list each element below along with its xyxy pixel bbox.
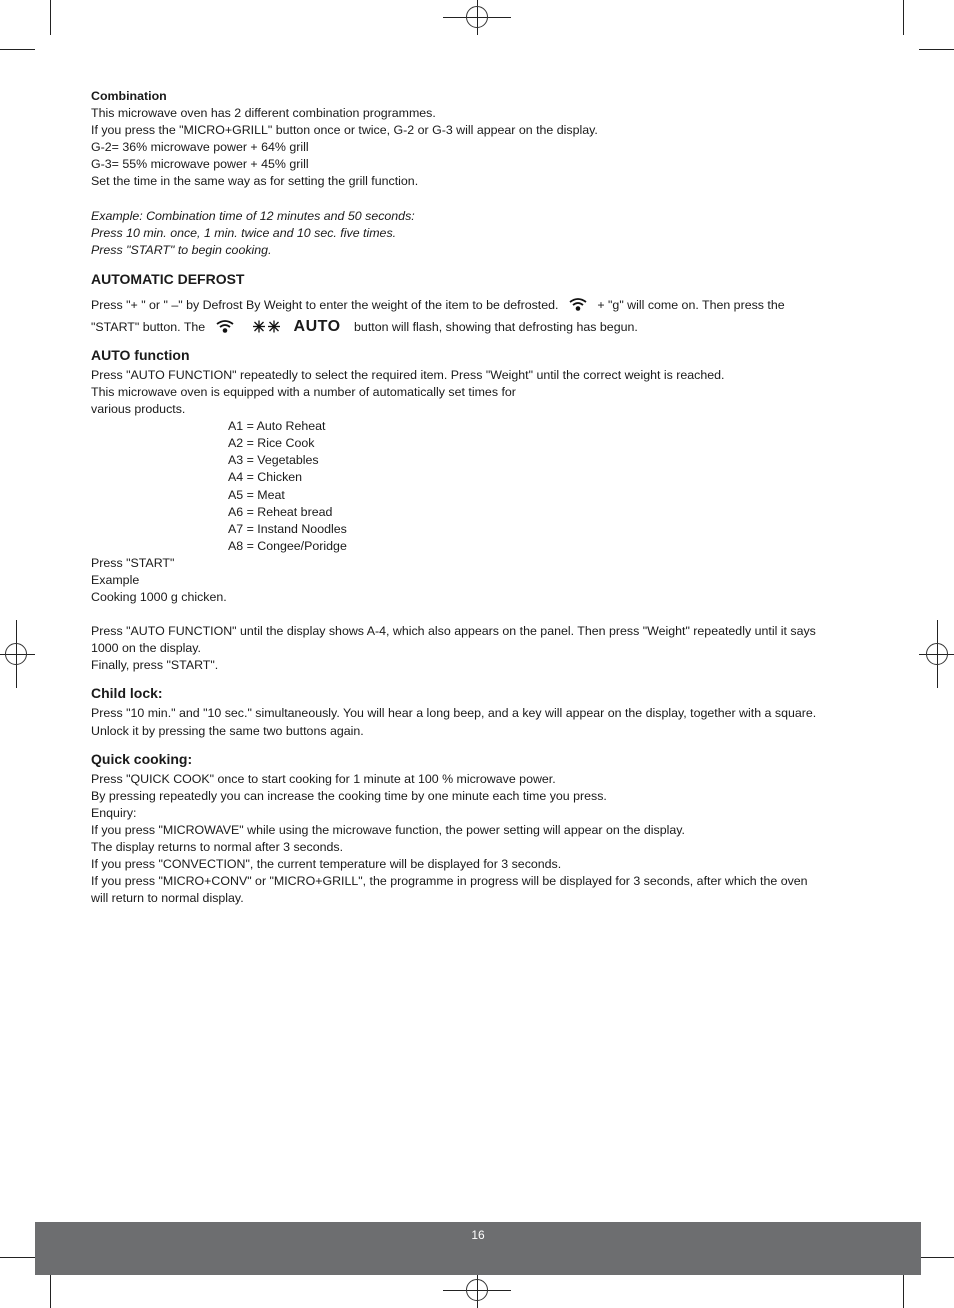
registration-mark-circle xyxy=(466,6,488,28)
text-line: If you press "MICRO+CONV" or "MICRO+GRILL", the programme in progress will be displayed for 3 seconds, after which the oven xyxy=(91,874,808,889)
text-line: Cooking 1000 g chicken. xyxy=(91,590,227,605)
list-item: A2 = Rice Cook xyxy=(228,436,315,451)
example-line: Press "START" to begin cooking. xyxy=(91,242,272,257)
text-line: Press "START" xyxy=(91,555,175,570)
text-line: If you press "CONVECTION", the current temperature will be displayed for 3 seconds. xyxy=(91,857,562,872)
defrost-line-1 xyxy=(91,296,861,314)
crop-mark xyxy=(0,1257,35,1258)
crop-mark xyxy=(50,1273,51,1308)
list-item: A4 = Chicken xyxy=(228,470,303,485)
registration-mark-circle xyxy=(926,643,948,665)
example-line: Example: Combination time of 12 minutes and 50 seconds: xyxy=(91,208,415,223)
defrost-snowflake-icon xyxy=(252,320,282,333)
text-line: This microwave oven is equipped with a number of automatically set times for xyxy=(91,384,516,399)
text-line: Press "AUTO FUNCTION" repeatedly to select the required item. Press "Weight" until the correct weight is reached. xyxy=(91,367,725,382)
text-segment: Press "+ " or " –" by Defrost By Weight to enter the weight of the item to be defrosted. xyxy=(91,297,559,312)
text-line: G-2= 36% microwave power + 64% grill xyxy=(91,140,309,155)
crop-mark xyxy=(919,49,954,50)
text-line: Unlock it by pressing the same two buttons again. xyxy=(91,723,364,738)
text-line: Press "AUTO FUNCTION" until the display shows A-4, which also appears on the panel. Then press "Weight" repeatedly until it says xyxy=(91,624,816,639)
text-segment: button will flash, showing that defrosting has begun. xyxy=(354,319,638,334)
automatic-defrost-heading: AUTOMATIC DEFROST xyxy=(91,270,245,287)
text-line: will return to normal display. xyxy=(91,891,244,906)
text-line: 1000 on the display. xyxy=(91,641,201,656)
text-line: Set the time in the same way as for setting the grill function. xyxy=(91,174,419,189)
text-line: G-3= 55% microwave power + 45% grill xyxy=(91,157,309,172)
crop-mark xyxy=(50,0,51,35)
registration-mark-circle xyxy=(5,643,27,665)
text-line: Finally, press "START". xyxy=(91,658,219,673)
text-line: If you press "MICROWAVE" while using the microwave function, the power setting will appear on the display. xyxy=(91,822,685,837)
document-body xyxy=(91,88,861,907)
crop-mark xyxy=(0,49,35,50)
auto-label: AUTO xyxy=(293,317,341,335)
page-footer-bar xyxy=(35,1222,921,1275)
registration-mark-circle xyxy=(466,1279,488,1301)
list-item: A3 = Vegetables xyxy=(228,453,319,468)
combination-heading: Combination xyxy=(91,89,167,103)
text-segment: + "g" will come on. Then press the xyxy=(597,297,785,312)
text-line: If you press the "MICRO+GRILL" button once or twice, G-2 or G-3 will appear on the display. xyxy=(91,123,598,138)
crop-mark xyxy=(919,1257,954,1258)
list-item: A5 = Meat xyxy=(228,487,285,502)
text-line: Press "10 min." and "10 sec." simultaneously. You will hear a long beep, and a key will appear on the display, together with a square. xyxy=(91,706,817,721)
text-line: Enquiry: xyxy=(91,805,137,820)
crop-mark xyxy=(903,1273,904,1308)
list-item: A6 = Reheat bread xyxy=(228,504,333,519)
example-line: Press 10 min. once, 1 min. twice and 10 sec. five times. xyxy=(91,225,397,240)
list-item: A8 = Congee/Poridge xyxy=(228,538,347,553)
list-item: A7 = Instand Noodles xyxy=(228,521,347,536)
text-line: Example xyxy=(91,572,140,587)
text-line: This microwave oven has 2 different combination programmes. xyxy=(91,106,436,121)
text-line: The display returns to normal after 3 seconds. xyxy=(91,840,344,854)
crop-mark xyxy=(903,0,904,35)
auto-function-heading: AUTO function xyxy=(91,346,190,363)
list-item: A1 = Auto Reheat xyxy=(228,419,326,434)
text-line: various products. xyxy=(91,402,186,417)
microwave-wave-icon xyxy=(215,319,235,333)
text-segment: "START" button. The xyxy=(91,319,206,334)
microwave-wave-icon xyxy=(568,297,588,311)
text-line: Press "QUICK COOK" once to start cooking for 1 minute at 100 % microwave power. xyxy=(91,771,556,786)
text-line: By pressing repeatedly you can increase the cooking time by one minute each time you press. xyxy=(91,788,607,803)
child-lock-heading: Child lock: xyxy=(91,685,163,702)
defrost-line-2 xyxy=(91,318,861,336)
page-number: 16 xyxy=(471,1228,485,1242)
quick-cooking-heading: Quick cooking: xyxy=(91,750,193,767)
